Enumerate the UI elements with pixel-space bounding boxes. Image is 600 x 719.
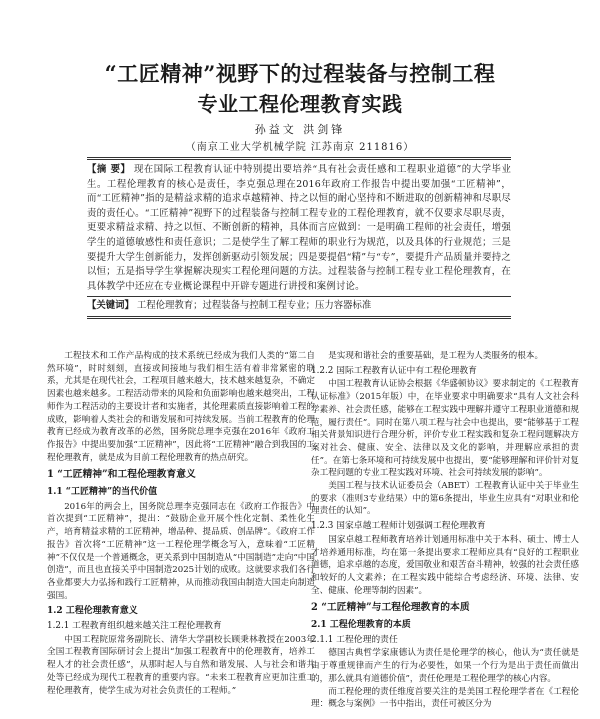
body-paragraph: 中国工程教育认证协会根据《华盛顿协议》要求制定的《工程教育认证标准》（2015年版）中，在毕业要求中明确要求“具有人文社会科学素养、社会责任感，能够在工程实践中理解并遵守工程职业道德和规范，履行责任”。同时在第八项工程与社会中也提出，要“能够基于工程相关背景知识进行合理分析，评价专业工程实践和复杂工程问题解决方案对社会、健康、安全、法律以及文化的影响，并理解应承担的责任”。在第七条环境和可持续发展中也提出，要“能够理解和评价针对复杂工程问题的专业工程实践对环境、社会可持续发展的影响”。 [311, 379, 579, 479]
body-paragraph: 工程技术和工作产品构成的技术系统已经成为我们人类的“第二自然环境”，时时刻刻，直接或间接地与我们相生活有着非常紧密的联系，尤其是在现代社会，工程项目越来越大，技术越来越复杂，不确定因素也越来越多。工程活动带来的风险和负面影响也越来越突出，工程师作为工程活动的主要设计者和实施者，其伦理素质直接影响着工程的成败，影响着人类社会的和谐发展和可持续发展。当前工程教育的伦理教育已经成为教育改革的必然，国务院总理李克强在2016年《政府工作报告》中提出要加强“工匠精神”，因此将“工匠精神”融合到我国的工程伦理教育，就是成为目前工程伦理教育的热点研究。 [47, 351, 315, 463]
abstract-label: 【摘 要】 [87, 164, 131, 175]
abstract-box [87, 157, 511, 319]
body-paragraph: 2016年的两会上，国务院总理李克强同志在《政府工作报告》中首次提到“工匠精神”，提出：“鼓励企业开展个性化定制、柔性化生产，培育精益求精的工匠精神，增品种、提品质、创品牌”。《政府工作报告》首次将“工匠精神”这一工程伦理学概念写入，意味着“工匠精神”不仅仅是一个普通概念，更关系到中国制造从“中国制造”走向“中国创造”，而且也直接关乎中国制造2025计划的成败。这就要求我们各行各业都要大力弘扬和践行工匠精神，从而推动我国由制造大国走向制造强国。 [47, 501, 315, 601]
abstract [87, 160, 511, 296]
subsection-heading: 1.1 “工匠精神”的当代价值 [47, 487, 158, 498]
subsubsection-heading: 2.1.1 工程伦理的责任 [311, 634, 398, 645]
body-paragraph: 中国工程院原常务副院长、清华大学副校长顾秉林教授在2003年全国工程教育国际研讨会上提出“加强工程教育中的伦理教育，培养工程人才的社会责任感”，从那时起人与自然和谐发展、人与社会和谐共处等已经成为现代工程教育的重要内容。“未来工程教育应更加注重工程伦理教育，使学生成为对社会负责任的工程师。” [47, 634, 315, 696]
subsubsection-heading: 1.2.1 工程教育组织越来越关注工程伦理教育 [47, 621, 222, 632]
body-paragraph: 是实现和谐社会的重要基础，是工程为人类服务的根本。 [328, 351, 544, 361]
subsection-heading: 1.2 工程伦理教育意义 [47, 606, 138, 617]
body-paragraph: 而工程伦理的责任维度首要关注的是美国工程伦理学者在《工程伦理：概念与案例》一书中指出，责任可被区分为 [311, 686, 579, 710]
authors: 孙益文 洪剑锋 [254, 123, 346, 136]
paper-title-line1: “工匠精神”视野下的过程装备与控制工程 [104, 61, 496, 86]
abstract-bottom-rule [87, 316, 511, 319]
subsection-heading: 2.1 工程伦理教育的本质 [311, 620, 411, 631]
paper-title-line2: 专业工程伦理教育实践 [197, 92, 403, 116]
keywords-label: 【关键词】 [87, 300, 134, 312]
body-paragraph: 德国古典哲学家康德认为责任是伦理学的核心，他认为“责任就是由于尊重规律而产生的行为必要性，如果一个行为是出于责任而做出的，那么就具有道德价值”，责任伦理是工程伦理学的核心内容。 [311, 648, 579, 684]
right-column [311, 350, 579, 711]
body-paragraph: 美国工程与技术认证委员会（ABET）工程教育认证中关于毕业生的要求（准则3专业结果）中的第6条提出，毕业生应具有“对职业和伦理责任的认知”。 [311, 481, 579, 517]
body-paragraph: 国家卓越工程师教育培养计划通用标准中关于本科、硕士、博士人才培养通用标准，均在第一条提出要求工程师应具有“良好的工程职业道德，追求卓越的态度，爱国敬业和艰苦奋斗精神，较强的社会责任感和较好的人文素养；在工程实践中能综合考虑经济、环境、法律、安全、健康、伦理等制约因素”。 [311, 534, 579, 596]
abstract-text: 现在国际工程教育认证中特别提出要培养“具有社会责任感和工程职业道德”的大学毕业生。工程伦理教育的核心是责任，李克强总理在2016年政府工作报告中提出要加强“工匠精神”，而“工匠精神”指的是精益求精的追求卓越精神、持之以恒的耐心坚持和不断进取的创新精神和尽职尽责的责任心。“工匠精神”视野下的过程装备与控制工程专业的工程伦理教育，就不仅要求尽职尽责，更要求精益求精、持之以恒、不断创新的精神，具体而言应做到：一是明确工程师的社会责任，增强学生的道德敏感性和责任意识；二是使学生了解工程师的职业行为规范，以及具体的行业规范；三是要提升大学生创新能力，发挥创新驱动引领发展；四是要提倡“精”与“专”，要提升产品质量并要持之以恒；五是指导学生掌握解决现实工程伦理问题的方法。过程装备与控制工程专业工程伦理教育，在具体教学中还应在专业概论课程中开辟专题进行讲授和案例讨论。 [87, 164, 512, 292]
subsubsection-heading: 1.2.3 国家卓越工程师计划强调工程伦理教育 [311, 521, 486, 532]
section-heading: 2 “工匠精神”与工程伦理教育的本质 [311, 602, 470, 614]
keywords-text: 工程伦理教育；过程装备与控制工程专业；压力容器标准 [136, 300, 372, 312]
subsubsection-heading: 1.2.2 国际工程教育认证中有工程伦理教育 [311, 365, 477, 376]
left-column [47, 350, 315, 697]
affiliation: （南京工业大学机械学院 江苏南京 211816） [185, 142, 415, 153]
section-heading: 1 “工匠精神”和工程伦理教育意义 [47, 469, 196, 481]
keywords [87, 297, 511, 316]
